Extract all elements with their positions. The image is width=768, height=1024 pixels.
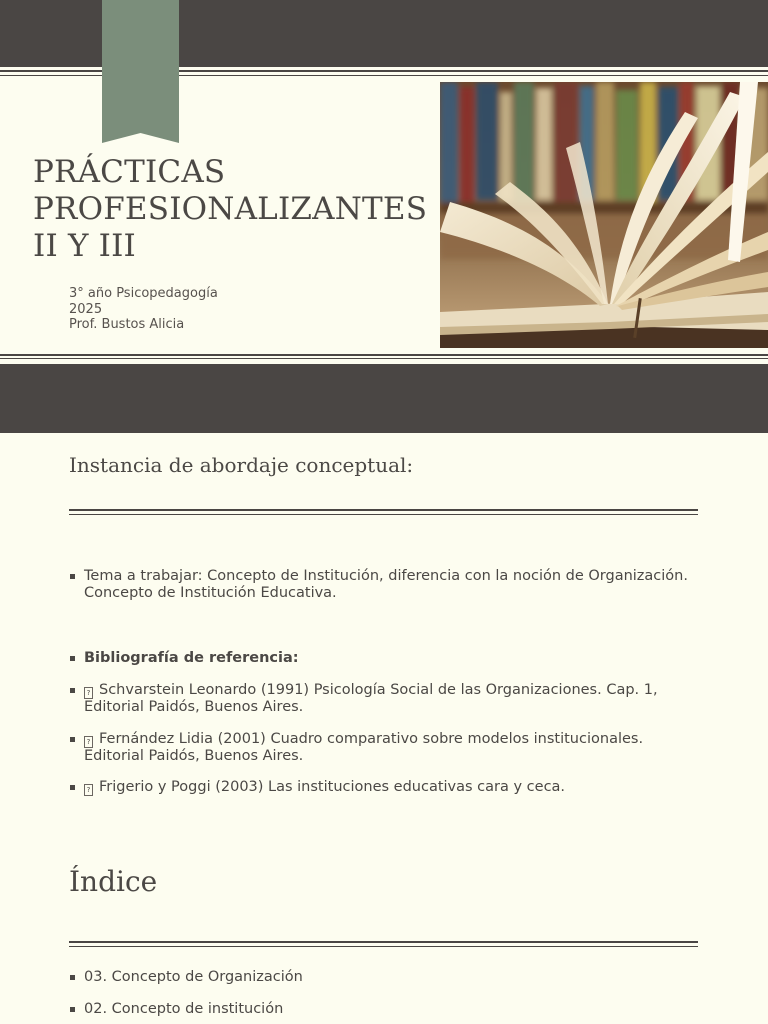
reference-2-line-2: Editorial Paidós, Buenos Aires. (84, 748, 304, 764)
bibliography-label-item (69, 650, 704, 667)
conceptual-rule (69, 509, 698, 511)
conceptual-heading: Instancia de abordaje conceptual: (69, 453, 414, 477)
open-book-photo (440, 82, 768, 348)
title-line-1: PRÁCTICAS (33, 154, 226, 190)
mid-band (0, 364, 768, 433)
reference-item (69, 779, 704, 796)
topic-line-2: Concepto de Institución Educativa. (84, 585, 337, 601)
reference-item (69, 682, 704, 716)
square-bullet-icon (70, 688, 75, 693)
square-bullet-icon (70, 656, 75, 661)
bottom-rule-thin (0, 358, 768, 359)
index-rule (69, 941, 698, 943)
index-item-label: 03. Concepto de Organización (84, 969, 303, 985)
course-year: 3° año Psicopedagogía (69, 286, 218, 301)
topic-item (69, 568, 704, 602)
index-item (69, 969, 704, 986)
missing-glyph-icon: ? (84, 687, 93, 699)
square-bullet-icon (70, 785, 75, 790)
square-bullet-icon (70, 574, 75, 579)
page-title (33, 154, 433, 265)
index-heading: Índice (69, 865, 158, 898)
bottom-rule (0, 354, 768, 356)
professor-name: Prof. Bustos Alicia (69, 317, 185, 332)
school-year: 2025 (69, 301, 103, 317)
index-item (69, 1001, 704, 1018)
title-line-2: PROFESIONALIZANTES (33, 191, 428, 227)
reference-2-line-1: Fernández Lidia (2001) Cuadro comparativo sobre modelos institucionales. (99, 731, 644, 747)
missing-glyph-icon: ? (84, 784, 93, 796)
square-bullet-icon (70, 975, 75, 980)
bookmark-ribbon-icon (102, 0, 179, 143)
index-item-label: 02. Concepto de institución (84, 1001, 284, 1017)
reference-1-line-1: Schvarstein Leonardo (1991) Psicología Social de las Organizaciones. Cap. 1, (99, 682, 658, 698)
index-rule-thin (69, 946, 698, 947)
missing-glyph-icon: ? (84, 736, 93, 748)
reference-1-line-2: Editorial Paidós, Buenos Aires. (84, 699, 304, 715)
square-bullet-icon (70, 737, 75, 742)
reference-3-line-1: Frigerio y Poggi (2003) Las instituciones educativas cara y ceca. (99, 779, 566, 795)
square-bullet-icon (70, 1007, 75, 1012)
conceptual-rule-thin (69, 514, 698, 515)
bibliography-label: Bibliografía de referencia: (84, 650, 299, 666)
topic-line-1: Tema a trabajar: Concepto de Institución, diferencia con la noción de Organización. (84, 568, 688, 584)
cover-subtitle (69, 286, 218, 333)
reference-item (69, 731, 704, 765)
title-line-3: II Y III (33, 228, 137, 264)
